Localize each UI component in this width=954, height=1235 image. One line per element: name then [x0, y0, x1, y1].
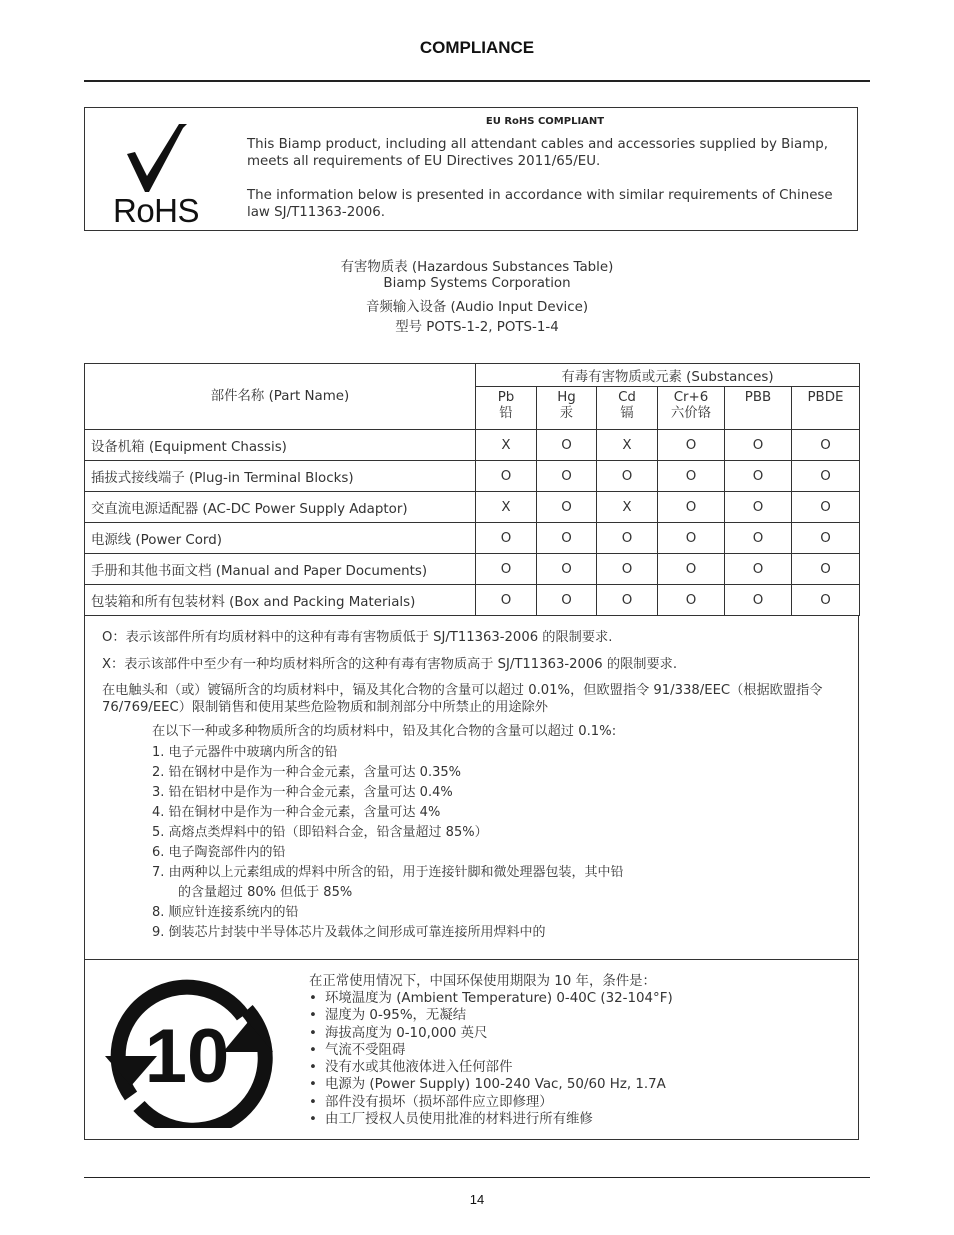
rohs-title: EU RoHS COMPLIANT	[485, 116, 605, 127]
lead-exemption-item-7-continued: 的含量超过 80% 但低于 85%	[178, 885, 353, 900]
substance-value-cell: O	[537, 492, 597, 523]
substance-value-cell: O	[658, 554, 725, 585]
substance-value-cell: X	[476, 430, 537, 461]
list-item	[309, 990, 673, 1007]
epup-condition-text: 海拔高度为 0-10,000 英尺	[325, 1025, 488, 1041]
substance-value-cell: O	[476, 585, 537, 616]
bullet-icon: •	[309, 1112, 317, 1128]
list-item	[309, 1076, 673, 1093]
substance-value-cell: O	[725, 554, 792, 585]
rohs-paragraph-2: The information below is presented in accordance with similar requirements of Chinese law SJ/T11363-2006.	[247, 188, 833, 220]
element-header-3	[658, 387, 725, 430]
substance-value-cell: O	[597, 461, 658, 492]
rohs-logo-text: RoHS	[113, 192, 200, 229]
part-name-cell: 电源线 (Power Cord)	[85, 523, 476, 554]
list-item	[309, 1007, 673, 1024]
element-header-5	[792, 387, 860, 430]
element-symbol: Cr+6	[673, 390, 709, 405]
epup-condition-text: 环境温度为 (Ambient Temperature) 0-40C (32-104°F)	[325, 991, 673, 1006]
header-rule	[84, 80, 870, 82]
lead-exemption-item: 8. 顺应针连接系统内的铅	[152, 905, 299, 920]
notes-box	[84, 616, 859, 960]
x-note: X：表示该部件中至少有一种均质材料所含的这种有毒有害物质高于 SJ/T11363-2006 的限制要求.	[102, 657, 678, 672]
epup-condition-text: 没有水或其他液体进入任何部件	[325, 1060, 513, 1076]
lead-exemption-item: 6. 电子陶瓷部件内的铅	[152, 845, 286, 860]
part-name-cell: 包装箱和所有包装材料 (Box and Packing Materials)	[85, 585, 476, 616]
table-row	[85, 585, 860, 616]
epup-conditions-list	[309, 990, 673, 1128]
substance-value-cell: O	[792, 461, 860, 492]
epup-box	[84, 959, 859, 1140]
table-row	[85, 554, 860, 585]
element-symbol: PBDE	[807, 390, 844, 405]
page-number: 14	[469, 1192, 485, 1207]
substance-value-cell: O	[537, 523, 597, 554]
substance-value-cell: O	[792, 523, 860, 554]
list-item	[309, 1042, 673, 1059]
part-name-header: 部件名称 (Part Name)	[85, 364, 476, 430]
part-name-cell: 设备机箱 (Equipment Chassis)	[85, 430, 476, 461]
epup-condition-text: 电源为 (Power Supply) 100-240 Vac, 50/60 Hz, 1.7A	[325, 1077, 666, 1093]
rohs-logo	[111, 122, 211, 229]
element-chinese-name: 镉	[620, 406, 634, 421]
part-name-cell: 插拔式接线端子 (Plug-in Terminal Blocks)	[85, 461, 476, 492]
cadmium-exemption-note: 在电触头和（或）镀镉所含的均质材料中，镉及其化合物的含量可以超过 0.01%，但欧盟指令 91/338/EEC（根据欧盟指令 76/769/EEC）限制销售和使用某些危险物质和制剂部分中所禁止的用途除外	[102, 683, 823, 715]
footer-rule	[84, 1177, 870, 1178]
list-item	[309, 1025, 673, 1042]
element-symbol: Hg	[557, 390, 576, 405]
substance-value-cell: O	[658, 430, 725, 461]
substance-value-cell: O	[597, 523, 658, 554]
table-row	[85, 461, 860, 492]
substance-value-cell: O	[658, 492, 725, 523]
element-header-4	[725, 387, 792, 430]
element-chinese-name: 六价铬	[670, 406, 712, 421]
o-note: O：表示该部件所有均质材料中的这种有毒有害物质低于 SJ/T11363-2006 的限制要求.	[102, 630, 613, 645]
substance-value-cell: O	[725, 585, 792, 616]
epup-10-year-logo	[103, 978, 275, 1128]
table-caption-title: 有害物质表 (Hazardous Substances Table)	[340, 260, 614, 275]
substance-value-cell: O	[597, 554, 658, 585]
substance-value-cell: O	[476, 554, 537, 585]
part-name-cell: 交直流电源适配器 (AC-DC Power Supply Adaptor)	[85, 492, 476, 523]
lead-exemption-item: 2. 铅在钢材中是作为一种合金元素，含量可达 0.35%	[152, 765, 461, 780]
bullet-icon: •	[309, 1094, 317, 1110]
lead-exemption-item: 4. 铅在铜材中是作为一种合金元素，含量可达 4%	[152, 805, 441, 820]
lead-exemption-item: 7. 由两种以上元素组成的焊料中所含的铅，用于连接针脚和微处理器包装，其中铅	[152, 865, 624, 880]
lead-exemption-item: 1. 电子元器件中玻璃内所含的铅	[152, 745, 338, 760]
table-caption-model: 型号 POTS-1-2, POTS-1-4	[395, 320, 559, 335]
substance-value-cell: X	[476, 492, 537, 523]
page-title: COMPLIANCE	[419, 38, 535, 57]
substance-value-cell: O	[476, 461, 537, 492]
bullet-icon: •	[309, 1060, 317, 1076]
substance-value-cell: O	[725, 523, 792, 554]
substance-value-cell: O	[658, 461, 725, 492]
table-caption-device: 音频输入设备 (Audio Input Device)	[365, 300, 589, 315]
substance-value-cell: O	[597, 585, 658, 616]
element-chinese-name: 汞	[559, 406, 574, 421]
lead-exemption-item: 5. 高熔点类焊料中的铅（即铅料合金，铅含量超过 85%）	[152, 825, 488, 840]
substance-value-cell: O	[725, 430, 792, 461]
lead-exemption-item: 3. 铅在铝材中是作为一种合金元素，含量可达 0.4%	[152, 785, 453, 800]
substance-value-cell: O	[792, 430, 860, 461]
element-header-0	[476, 387, 537, 430]
substances-header: 有毒有害物质或元素 (Substances)	[476, 364, 860, 387]
substance-value-cell: O	[476, 523, 537, 554]
substance-value-cell: O	[792, 554, 860, 585]
epup-condition-text: 部件没有损坏（损坏部件应立即修理）	[325, 1094, 553, 1110]
epup-logo-number: 10	[144, 1014, 230, 1099]
lead-exemption-intro: 在以下一种或多种物质所含的均质材料中，铅及其化合物的含量可以超过 0.1%:	[152, 724, 617, 739]
list-item	[309, 1094, 673, 1111]
substance-value-cell: O	[658, 523, 725, 554]
element-header-2	[597, 387, 658, 430]
list-item	[309, 1111, 673, 1128]
epup-condition-text: 由工厂授权人员使用批准的材料进行所有维修	[325, 1112, 593, 1128]
bullet-icon: •	[309, 991, 317, 1006]
element-symbol: Cd	[618, 390, 636, 405]
substance-value-cell: O	[537, 430, 597, 461]
substance-value-cell: O	[658, 585, 725, 616]
table-row	[85, 430, 860, 461]
table-caption-company: Biamp Systems Corporation	[383, 276, 571, 291]
epup-condition-text: 湿度为 0-95%，无凝结	[325, 1008, 467, 1024]
substance-value-cell: O	[537, 585, 597, 616]
substance-value-cell: O	[537, 554, 597, 585]
substance-value-cell: X	[597, 430, 658, 461]
element-symbol: PBB	[744, 390, 772, 405]
rohs-compliance-box	[84, 107, 858, 231]
substance-value-cell: O	[792, 585, 860, 616]
substance-value-cell: O	[792, 492, 860, 523]
bullet-icon: •	[309, 1008, 317, 1024]
substance-value-cell: O	[537, 461, 597, 492]
hazardous-substances-table	[84, 363, 860, 616]
substance-value-cell: O	[725, 492, 792, 523]
checkmark-icon	[125, 122, 189, 194]
table-row	[85, 523, 860, 554]
bullet-icon: •	[309, 1042, 317, 1058]
rohs-paragraph-1: This Biamp product, including all attendant cables and accessories supplied by Biamp, meets all requirements of EU Directives 2011/65/EU.	[247, 137, 829, 169]
substance-value-cell: X	[597, 492, 658, 523]
list-item	[309, 1059, 673, 1076]
element-symbol: Pb	[497, 390, 515, 405]
substance-value-cell: O	[725, 461, 792, 492]
element-header-1	[537, 387, 597, 430]
bullet-icon: •	[309, 1077, 317, 1093]
bullet-icon: •	[309, 1025, 317, 1041]
element-chinese-name: 铅	[499, 406, 513, 421]
epup-condition-text: 气流不受阻碍	[325, 1042, 406, 1058]
part-name-cell: 手册和其他书面文档 (Manual and Paper Documents)	[85, 554, 476, 585]
epup-intro: 在正常使用情况下，中国环保使用期限为 10 年，条件是：	[309, 974, 656, 989]
lead-exemption-item: 9. 倒装芯片封装中半导体芯片及载体之间形成可靠连接所用焊料中的	[152, 925, 546, 940]
table-row	[85, 492, 860, 523]
